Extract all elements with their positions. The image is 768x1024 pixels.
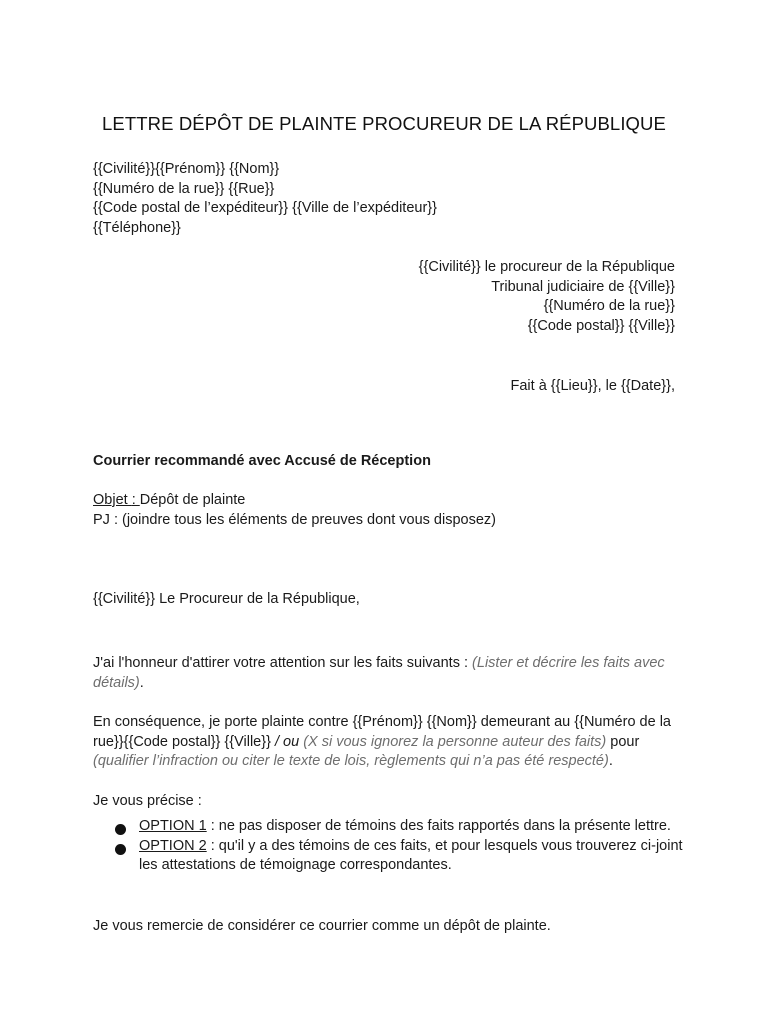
options-list (93, 817, 683, 876)
paragraph-facts (93, 654, 693, 693)
paragraph-complaint-text1: En conséquence, je porte plainte contre {{Prénom}} {{Nom}} demeurant au {{Numéro de la rue}}{{Code postal}} {{Ville}} (93, 714, 671, 750)
attachments-line: PJ : (joindre tous les éléments de preuves dont vous disposez) (93, 511, 496, 528)
recipient-address (419, 258, 675, 336)
sender-phone: {{Téléphone}} (93, 219, 181, 236)
list-item (93, 817, 683, 837)
subject-separator: : (131, 492, 140, 508)
option-text: : qu'il y a des témoins de ces faits, et pour lesquels vous trouverez ci-joint les attestations de témoignage correspondantes. (139, 837, 683, 874)
bullet-icon (115, 844, 126, 855)
option-label: OPTION 2 (139, 837, 207, 854)
sender-street: {{Numéro de la rue}} {{Rue}} (93, 180, 275, 197)
recipient-street: {{Numéro de la rue}} (543, 298, 675, 315)
precise-intro: Je vous précise : (93, 793, 202, 809)
subject-line (93, 491, 693, 511)
paragraph-facts-end: . (139, 674, 144, 691)
place-date (511, 377, 675, 397)
sender-name: {{Civilité}}{{Prénom}} {{Nom}} (93, 161, 280, 177)
recipient-city: {{Code postal}} {{Ville}} (527, 317, 675, 334)
paragraph-facts-hint: (Lister et décrire les faits avec détails) (93, 655, 665, 691)
paragraph-complaint-hint1: (X si vous ignorez la personne auteur des faits) (303, 733, 607, 750)
option-text: : ne pas disposer de témoins des faits rapportés dans la présente lettre. (206, 818, 671, 834)
list-item (93, 837, 683, 876)
closing-sentence: Je vous remercie de considérer ce courrier comme un dépôt de plainte. (93, 918, 551, 934)
paragraph-complaint-end: . (608, 753, 613, 770)
subject-value: Dépôt de plainte (139, 492, 246, 508)
salutation: {{Civilité}} Le Procureur de la République, (93, 591, 360, 607)
recipient-name: {{Civilité}} le procureur de la République (418, 259, 675, 275)
paragraph-complaint-or: / ou (274, 733, 304, 750)
sender-address (93, 160, 693, 238)
paragraph-complaint-text2: pour (606, 733, 640, 750)
page-title: LETTRE DÉPÔT DE PLAINTE PROCUREUR DE LA RÉPUBLIQUE (102, 113, 666, 134)
subject-block (93, 491, 693, 530)
paragraph-complaint (93, 713, 685, 772)
place-date-text: Fait à {{Lieu}}, le {{Date}}, (510, 378, 675, 394)
subject-label: Objet (93, 492, 132, 508)
paragraph-complaint-hint2: (qualifier l’infraction ou citer le texte de lois, règlements qui n’a pas été respecté) (93, 753, 609, 770)
paragraph-facts-text: J'ai l'honneur d'attirer votre attention sur les faits suivants : (93, 655, 473, 671)
recipient-court: Tribunal judiciaire de {{Ville}} (491, 278, 675, 295)
sender-city: {{Code postal de l’expéditeur}} {{Ville de l’expéditeur}} (93, 200, 437, 217)
registered-mail-notice: Courrier recommandé avec Accusé de Réception (93, 453, 431, 469)
option-label: OPTION 1 (139, 818, 207, 834)
bullet-icon (115, 824, 126, 835)
